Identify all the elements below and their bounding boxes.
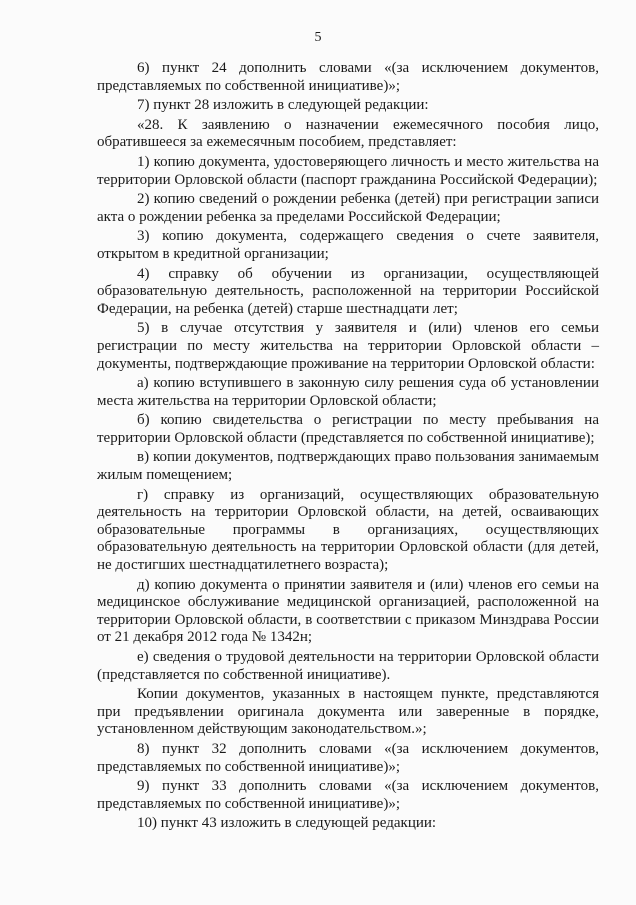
paragraph-letter-a: а) копию вступившего в законную силу решения суда об установлении места жительства на территории Орловской области; bbox=[97, 375, 599, 409]
document-body bbox=[97, 60, 599, 833]
paragraph-subitem-2: 2) копию сведений о рождении ребенка (детей) при регистрации записи акта о рождении ребенка за пределами Российской Федерации; bbox=[97, 191, 599, 225]
page-number: 5 bbox=[314, 30, 322, 45]
paragraph-subitem-3: 3) копию документа, содержащего сведения о счете заявителя, открытом в кредитной организации; bbox=[97, 228, 599, 262]
paragraph-letter-d: д) копию документа о принятии заявителя и (или) членов его семьи на медицинское обслуживание медицинской организацией, расположенной на территории Орловской области, в соответствии с приказом Минздрава России от 21 декабря 2012 года № 1342н; bbox=[97, 576, 599, 646]
paragraph-letter-b: б) копию свидетельства о регистрации по месту пребывания на территории Орловской области (представляется по собственной инициативе); bbox=[97, 412, 599, 446]
paragraph-item-7: 7) пункт 28 изложить в следующей редакции: bbox=[137, 97, 429, 114]
paragraph-letter-v: в) копии документов, подтверждающих право пользования занимаемым жилым помещением; bbox=[97, 449, 599, 484]
paragraph-item-6: 6) пункт 24 дополнить словами «(за исключением документов, представляемых по собственной инициативе)»; bbox=[97, 60, 599, 94]
paragraph-item-28-intro: «28. К заявлению о назначении ежемесячного пособия лицо, обратившееся за ежемесячным пособием, представляет: bbox=[97, 116, 599, 151]
paragraph-subitem-1: 1) копию документа, удостоверяющего личность и место жительства на территории Орловской области (паспорт гражданина Российской Федерации); bbox=[97, 153, 599, 188]
paragraph-subitem-5: 5) в случае отсутствия у заявителя и (или) членов его семьи регистрации по месту жительства на территории Орловской области – документы, подтверждающие проживание на территории Орловской области: bbox=[97, 320, 599, 372]
paragraph-letter-e: е) сведения о трудовой деятельности на территории Орловской области (представляется по собственной инициативе). bbox=[97, 649, 599, 683]
paragraph-item-9: 9) пункт 33 дополнить словами «(за исключением документов, представляемых по собственной инициативе)»; bbox=[97, 778, 599, 812]
paragraph-letter-g: г) справку из организаций, осуществляющих образовательную деятельность на территории Орловской области, на детей, осваивающих образовательные программы в организациях, осуществляющих образовательную деятельность на территории Орловской области (для детей, не достигших шестнадцатилетнего возраста); bbox=[97, 486, 599, 574]
paragraph-copies-note: Копии документов, указанных в настоящем пункте, представляются при предъявлении оригинала документа или заверенные в порядке, установленном действующим законодательством.»; bbox=[97, 686, 599, 738]
paragraph-subitem-4: 4) справку об обучении из организации, осуществляющей образовательную деятельность, расположенной на территории Российской Федерации, на ребенка (детей) старше шестнадцати лет; bbox=[97, 265, 599, 317]
paragraph-item-8: 8) пункт 32 дополнить словами «(за исключением документов, представляемых по собственной инициативе)»; bbox=[97, 740, 599, 775]
paragraph-item-10: 10) пункт 43 изложить в следующей редакции: bbox=[137, 815, 437, 832]
